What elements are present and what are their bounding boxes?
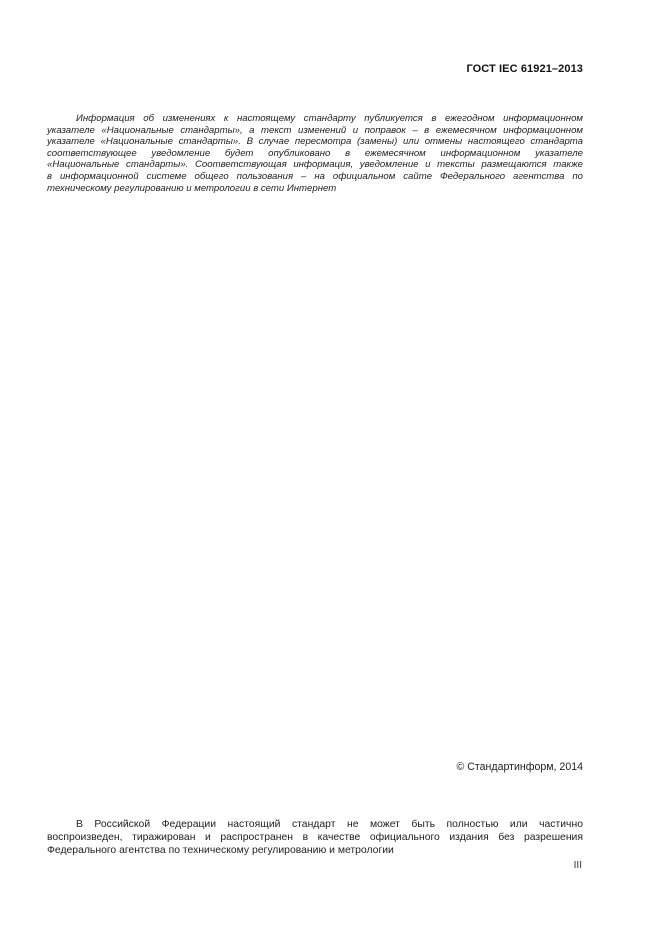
document-code: ГОСТ IEC 61921–2013 <box>466 63 583 75</box>
paragraph-line: В Российской Федерации настоящий стандарт не может быть полностью или частично <box>76 819 583 830</box>
page-number: III <box>573 860 582 871</box>
paragraph-line: воспроизведен, тиражирован и распространен в качестве официального издания без разрешения <box>47 832 583 843</box>
paragraph-line: техническому регулированию и метрологии в сети Интернет <box>47 182 337 194</box>
reproduction-notice-paragraph <box>47 818 583 857</box>
paragraph-line: соответствующее уведомление будет опубликовано в ежемесячном информационном указателе <box>47 147 583 159</box>
paragraph-line: «Национальные стандарты». Соответствующая информация, уведомление и тексты размещаются также <box>47 159 583 171</box>
paragraph-line: Информация об изменениях к настоящему стандарту публикуется в ежегодном информационном <box>76 113 583 124</box>
paragraph-line: Федерального агентства по техническому регулированию и метрологии <box>47 845 394 856</box>
paragraph-line: указателе «Национальные стандарты». В случае пересмотра (замены) или отмены настоящего стандарта <box>47 136 583 148</box>
copyright-notice: © Стандартинформ, 2014 <box>456 761 583 773</box>
paragraph-line: указателе «Национальные стандарты», а текст изменений и поправок – в ежемесячном информационном <box>47 124 583 136</box>
amendments-info-paragraph <box>47 113 583 194</box>
paragraph-line: в информационной системе общего пользования – на официальном сайте Федерального агентства по <box>47 170 583 182</box>
